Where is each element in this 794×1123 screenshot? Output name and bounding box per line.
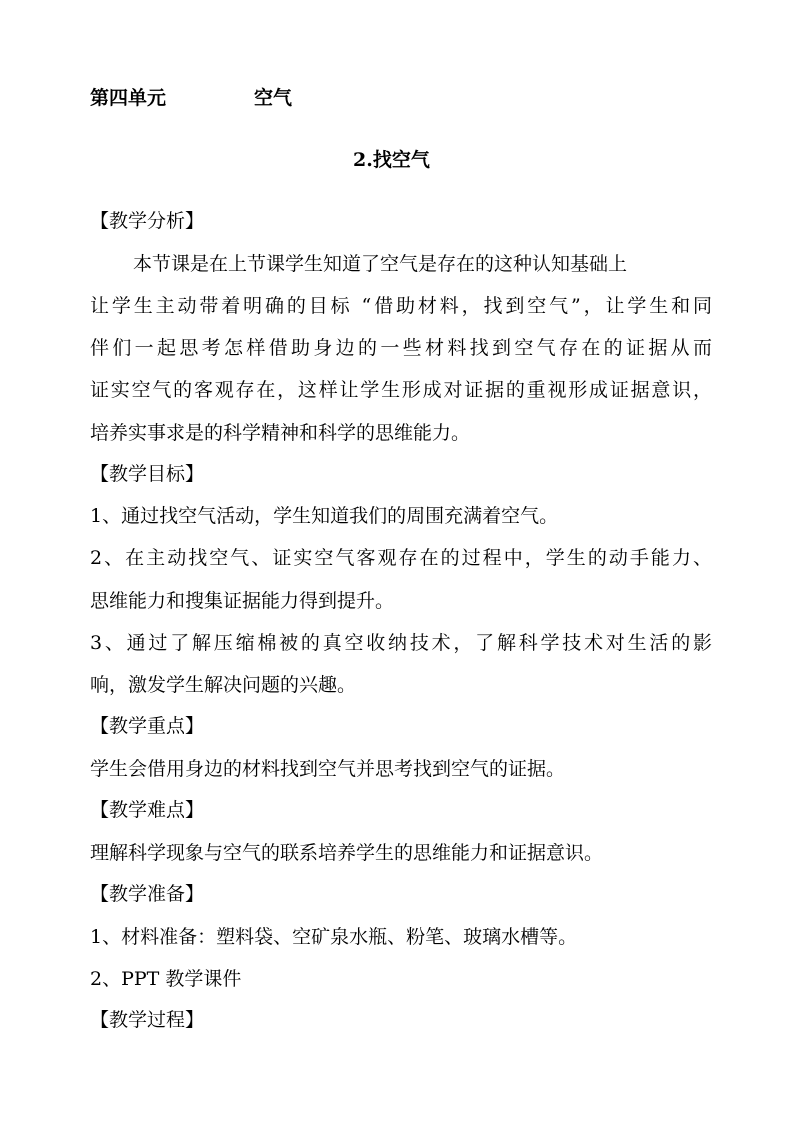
unit-label: 第四单元: [90, 87, 167, 109]
section-heading-key-points: 【教学重点】: [90, 715, 205, 737]
analysis-line: 让学生主动带着明确的目标 “借助材料，找到空气”，让学生和同: [90, 295, 712, 317]
objective-line: 2、在主动找空气、证实空气客观存在的过程中，学生的动手能力、: [90, 547, 712, 569]
key-point-line: 学生会借用身边的材料找到空气并思考找到空气的证据。: [90, 758, 566, 780]
section-heading-objectives: 【教学目标】: [90, 463, 205, 485]
analysis-line: 本节课是在上节课学生知道了空气是存在的这种认知基础上: [133, 253, 628, 275]
section-heading-analysis: 【教学分析】: [90, 210, 205, 232]
preparation-line: 1、材料准备：塑料袋、空矿泉水瓶、粉笔、玻璃水槽等。: [90, 926, 578, 948]
analysis-line: 证实空气的客观存在，这样让学生形成对证据的重视形成证据意识，: [90, 379, 712, 401]
section-heading-preparation: 【教学准备】: [90, 883, 205, 905]
objective-line: 响，激发学生解决问题的兴趣。: [90, 674, 357, 696]
analysis-line: 培养实事求是的科学精神和科学的思维能力。: [90, 422, 471, 444]
unit-topic: 空气: [254, 87, 293, 109]
difficulty-line: 理解科学现象与空气的联系培养学生的思维能力和证据意识。: [90, 842, 604, 864]
section-heading-process: 【教学过程】: [90, 1009, 205, 1031]
objective-line: 思维能力和搜集证据能力得到提升。: [90, 590, 395, 612]
analysis-line: 伴们一起思考怎样借助身边的一些材料找到空气存在的证据从而: [90, 337, 712, 359]
objective-line: 1、通过找空气活动，学生知道我们的周围充满着空气。: [90, 505, 559, 527]
objective-line: 3、通过了解压缩棉被的真空收纳技术，了解科学技术对生活的影: [90, 632, 712, 654]
preparation-line: 2、PPT 教学课件: [90, 968, 242, 990]
lesson-title: 2.找空气: [353, 149, 430, 171]
section-heading-difficulties: 【教学难点】: [90, 799, 205, 821]
